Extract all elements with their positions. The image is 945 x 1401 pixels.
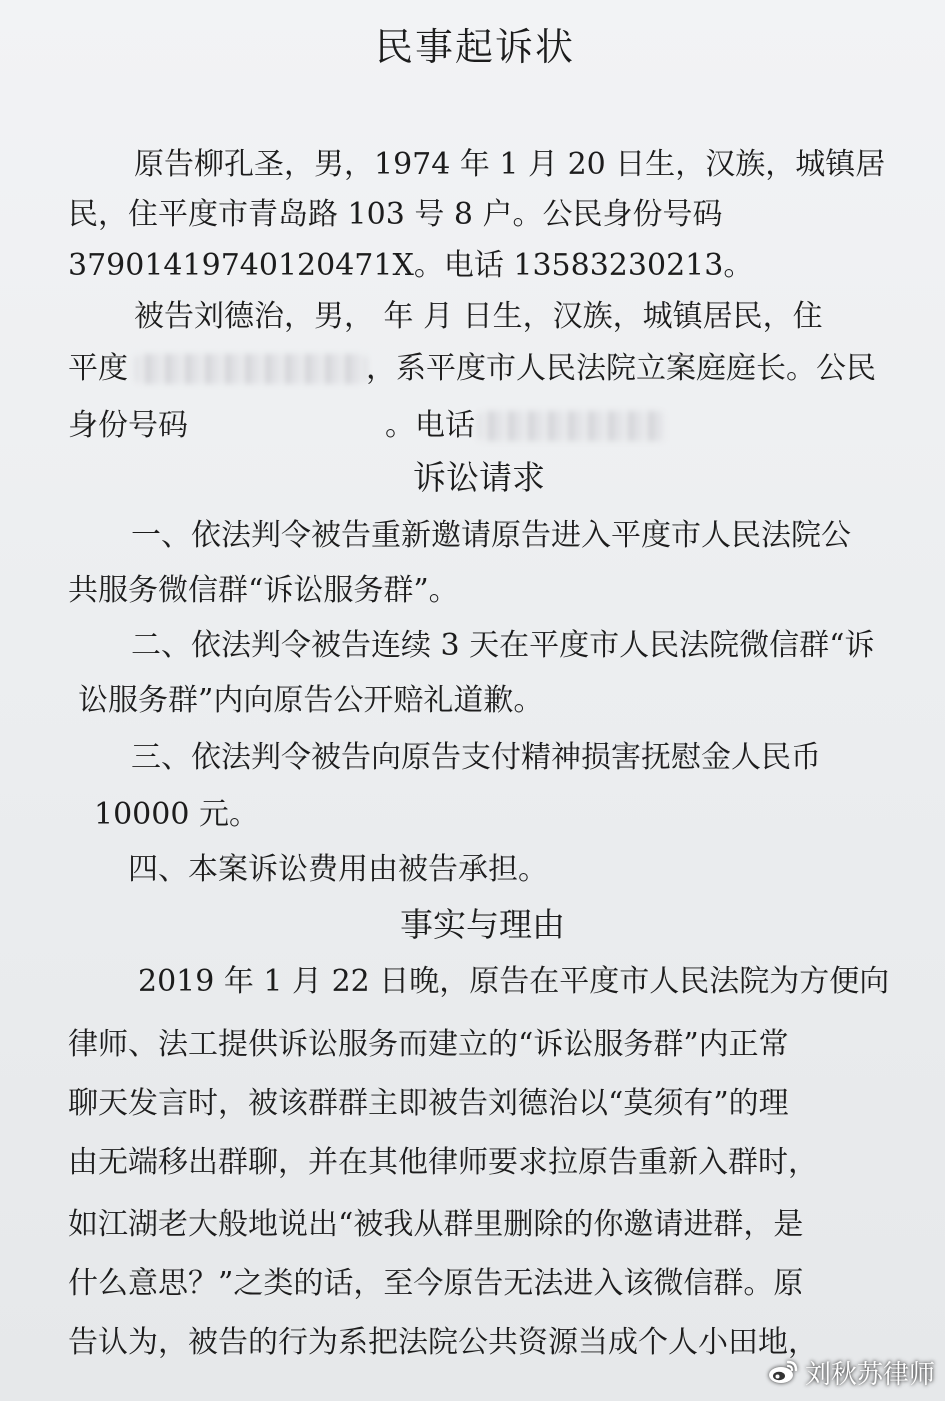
watermark-text: 刘秋苏律师 [804, 1359, 935, 1390]
facts-line-7: 告认为，被告的行为系把法院公共资源当成个人小田地， [68, 1325, 818, 1360]
weibo-icon [767, 1358, 799, 1386]
redacted-address [135, 354, 367, 384]
plaintiff-line-3: 37901419740120471X。电话 13583230213。 [68, 248, 754, 283]
weibo-watermark [767, 1357, 935, 1390]
claim-3-line-1: 三、依法判令被告向原告支付精神损害抚慰金人民币 [131, 740, 821, 775]
facts-line-1: 2019 年 1 月 22 日晚，原告在平度市人民法院为方便向 [138, 964, 890, 999]
facts-line-6: 什么意思？”之类的话，至今原告无法进入该微信群。原 [68, 1266, 804, 1301]
plaintiff-line-1: 原告柳孔圣，男，1974 年 1 月 20 日生，汉族，城镇居 [134, 147, 886, 182]
defendant-line-2-prefix: 平度 [68, 351, 128, 386]
document-title: 民事起诉状 [375, 25, 576, 69]
claim-4-line-1: 四、本案诉讼费用由被告承担。 [128, 852, 548, 887]
redacted-phone [478, 411, 664, 441]
claim-2-line-2: 讼服务群”内向原告公开赔礼道歉。 [78, 683, 544, 718]
claim-1-line-2: 共服务微信群“诉讼服务群”。 [68, 573, 459, 608]
facts-line-4: 由无端移出群聊，并在其他律师要求拉原告重新入群时， [68, 1145, 818, 1180]
defendant-line-3-suffix: 。电话 [385, 408, 475, 443]
facts-heading: 事实与理由 [400, 905, 565, 944]
facts-line-3: 聊天发言时，被该群群主即被告刘德治以“莫须有”的理 [68, 1086, 789, 1121]
claim-2-line-1: 二、依法判令被告连续 3 天在平度市人民法院微信群“诉 [131, 628, 875, 663]
defendant-line-2-suffix: ，系平度市人民法院立案庭庭长。公民 [366, 351, 876, 386]
defendant-line-1: 被告刘德治，男， 年 月 日生，汉族，城镇居民，住 [134, 299, 823, 334]
claim-3-line-2: 10000 元。 [94, 797, 259, 832]
facts-line-2: 律师、法工提供诉讼服务而建立的“诉讼服务群”内正常 [68, 1027, 789, 1062]
claims-heading: 诉讼请求 [413, 458, 545, 497]
facts-line-5: 如江湖老大般地说出“被我从群里删除的你邀请进群，是 [68, 1207, 804, 1242]
defendant-line-3-prefix: 身份号码 [68, 408, 188, 443]
plaintiff-line-2: 民，住平度市青岛路 103 号 8 户。公民身份号码 [68, 197, 723, 232]
claim-1-line-1: 一、依法判令被告重新邀请原告进入平度市人民法院公 [131, 518, 851, 553]
